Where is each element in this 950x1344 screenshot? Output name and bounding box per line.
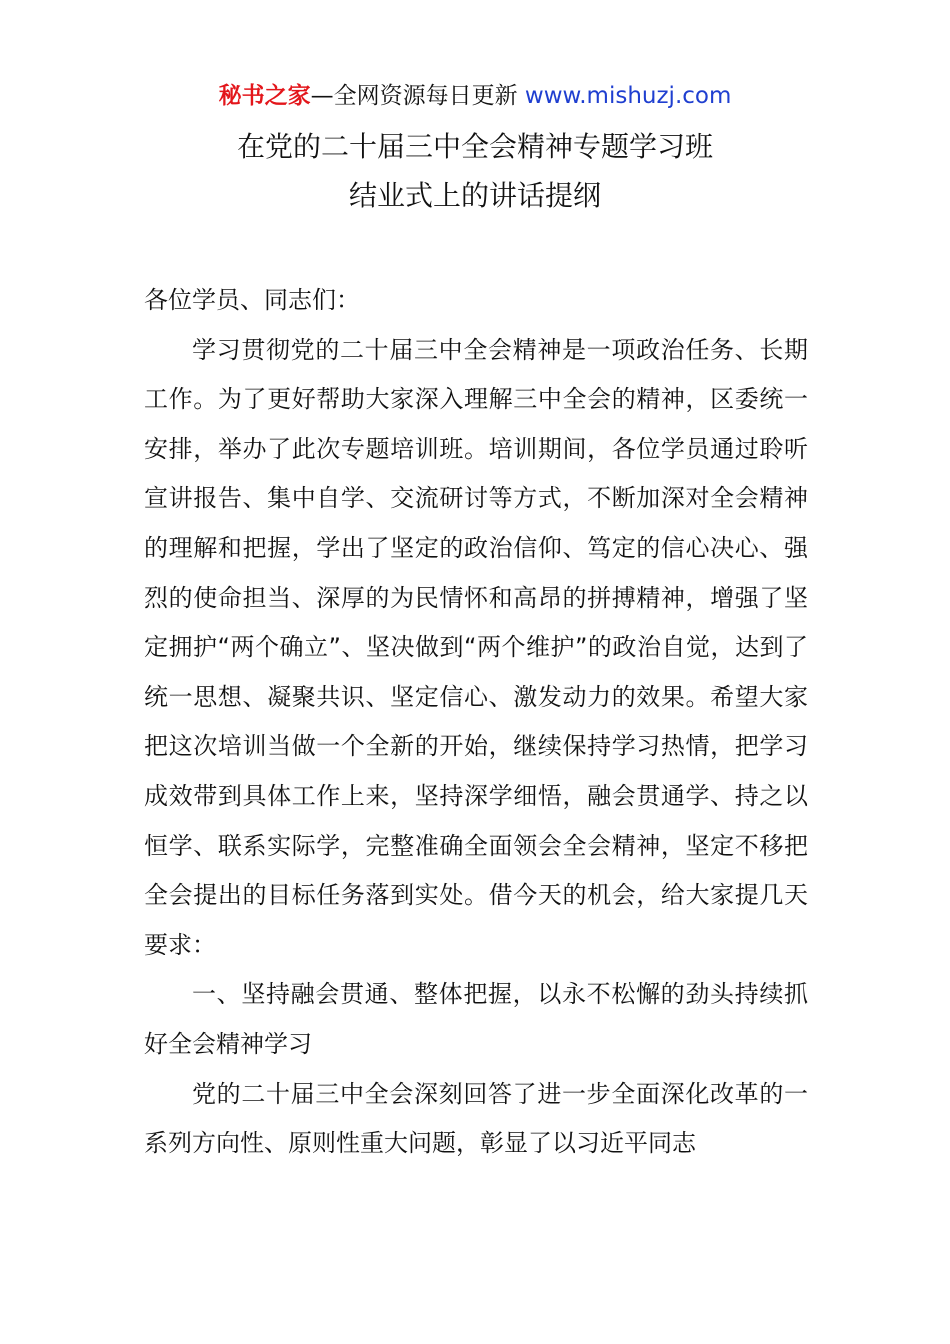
paragraph-2: 党的二十届三中全会深刻回答了进一步全面深化改革的一系列方向性、原则性重大问题，彰显了以习近平同志 (144, 1079, 808, 1158)
document-body (144, 276, 808, 1169)
site-header (0, 80, 950, 112)
document-title-line-2: 结业式上的讲话提纲 (348, 179, 601, 212)
brand-name: 秘书之家 (218, 83, 311, 109)
paragraph-1: 学习贯彻党的二十届三中全会精神是一项政治任务、长期工作。为了更好帮助大家深入理解三中全会的精神，区委统一安排，举办了此次专题培训班。培训期间，各位学员通过聆听宣讲报告、集中自学、交流研讨等方式，不断加深对全会精神的理解和把握，学出了坚定的政治信仰、笃定的信心决心、强烈的使命担当、深厚的为民情怀和高昂的拼搏精神，增强了坚定拥护“两个确立”、坚决做到“两个维护”的政治自觉，达到了统一思想、凝聚共识、坚定信心、激发动力的效果。希望大家把这次培训当做一个全新的开始，继续保持学习热情，把学习成效带到具体工作上来，坚持深学细悟，融会贯通学、持之以恒学、联系实际学，完整准确全面领会全会精神，坚定不移把全会提出的目标任务落到实处。借今天的机会，给大家提几天要求： (144, 335, 808, 959)
site-url-link[interactable]: www.mishuzj.com (524, 83, 732, 109)
document-title-line-1: 在党的二十届三中全会精神专题学习班 (236, 130, 713, 163)
header-tagline: —全网资源每日更新 (310, 83, 518, 109)
salutation: 各位学员、同志们： (144, 286, 360, 314)
section-1-heading: 一、坚持融会贯通、整体把握，以永不松懈的劲头持续抓好全会精神学习 (144, 980, 808, 1058)
